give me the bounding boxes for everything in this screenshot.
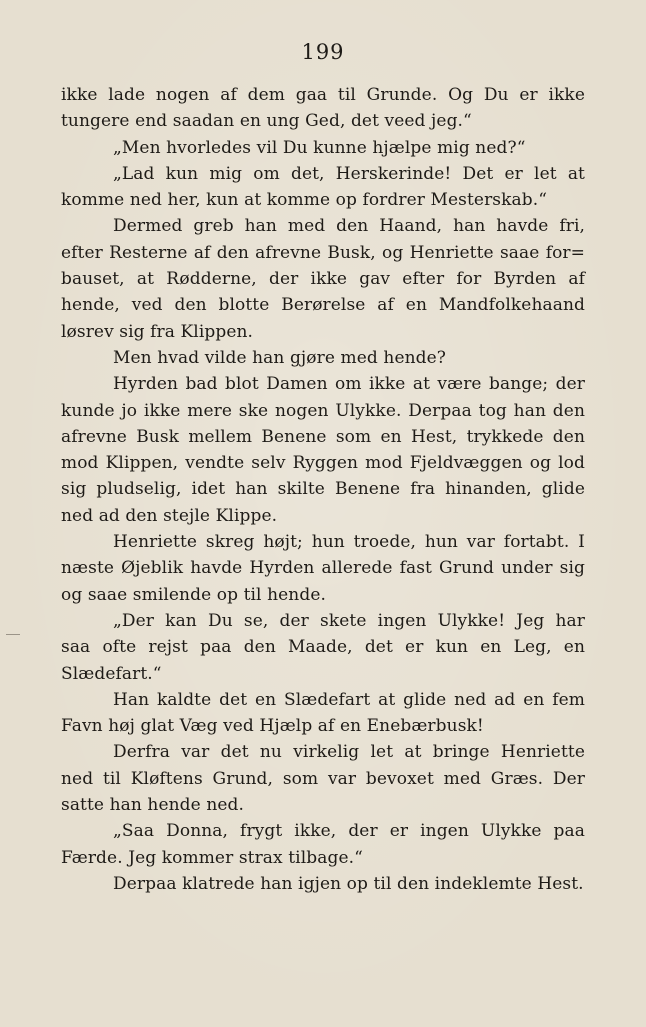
text-line: Dermed greb han med den Haand, han havde fri,: [113, 216, 585, 237]
text-line: Han kaldte det en Slædefart at glide ned ad en fem: [113, 689, 585, 710]
margin-mark: [6, 634, 20, 635]
text-line: komme ned her, kun at komme op fordrer Mesterskab.“: [61, 190, 548, 211]
text-line: og saae smilende op til hende.: [61, 584, 326, 605]
text-line: bauset, at Rødderne, der ikke gav efter for Byrden af: [61, 269, 585, 290]
text-line: efter Resterne af den afrevne Busk, og Henriette saae for=: [61, 242, 585, 263]
body-text: [61, 82, 585, 897]
text-line: Hyrden bad blot Damen om ikke at være bange; der: [113, 374, 585, 395]
text-line: Slædefart.“: [61, 663, 162, 684]
text-line: mod Klippen, vendte selv Ryggen mod Fjeldvæggen og lod: [61, 453, 585, 474]
text-line: ikke lade nogen af dem gaa til Grunde. Og Du er ikke: [61, 85, 585, 105]
text-line: „Der kan Du se, der skete ingen Ulykke! Jeg har: [113, 610, 585, 631]
text-line: „Lad kun mig om det, Herskerinde! Det er let at: [113, 163, 585, 184]
text-line: „Saa Donna, frygt ikke, der er ingen Ulykke paa: [113, 821, 585, 842]
page-number: 199: [301, 40, 345, 64]
text-line: Favn høj glat Væg ved Hjælp af en Enebærbusk!: [61, 716, 484, 737]
text-line: „Men hvorledes vil Du kunne hjælpe mig ned?“: [113, 137, 526, 158]
text-line: Men hvad vilde han gjøre med hende?: [113, 347, 447, 368]
text-line: løsrev sig fra Klippen.: [61, 321, 254, 342]
text-line: afrevne Busk mellem Benene som en Hest, trykkede den: [61, 426, 585, 447]
text-line: hende, ved den blotte Berørelse af en Mandfolkehaand: [61, 295, 585, 316]
text-line: tungere end saadan en ung Ged, det veed jeg.“: [61, 111, 472, 132]
text-line: saa ofte rejst paa den Maade, det er kun en Leg, en: [61, 637, 585, 658]
text-line: ned ad den stejle Klippe.: [61, 505, 278, 526]
text-line: kunde jo ikke mere ske nogen Ulykke. Derpaa tog han den: [61, 400, 585, 421]
text-line: sig pludselig, idet han skilte Benene fra hinanden, glide: [61, 479, 585, 500]
text-line: næste Øjeblik havde Hyrden allerede fast Grund under sig: [61, 558, 585, 579]
text-line: ned til Kløftens Grund, som var bevoxet med Græs. Der: [61, 768, 585, 789]
text-line: Henriette skreg højt; hun troede, hun var fortabt. I: [113, 532, 585, 553]
text-line: Derpaa klatrede han igjen op til den indeklemte Hest.: [113, 873, 584, 894]
text-line: satte han hende ned.: [61, 795, 245, 816]
text-line: Derfra var det nu virkelig let at bringe Henriette: [113, 742, 585, 763]
text-line: Færde. Jeg kommer strax tilbage.“: [61, 847, 363, 868]
